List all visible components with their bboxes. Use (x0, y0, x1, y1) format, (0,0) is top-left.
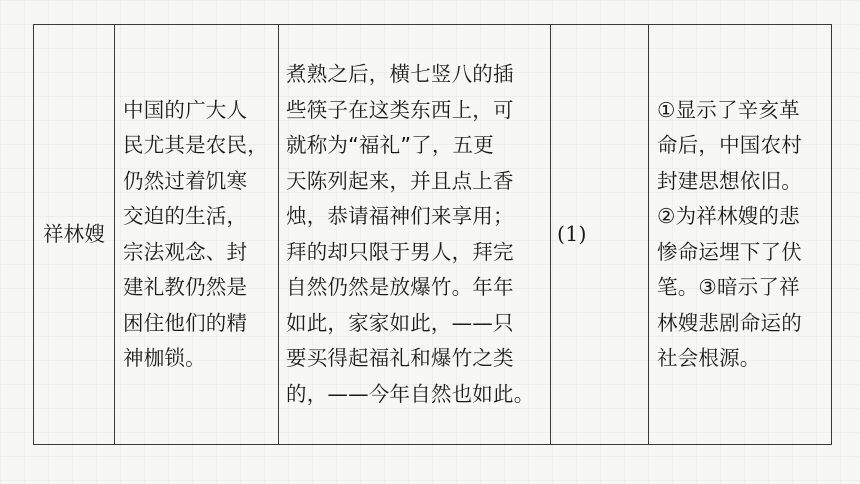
blank-answer-cell (551, 25, 649, 445)
quote-text: 煮熟之后，横七竖八的插 些筷子在这类东西上，可 就称为“福礼”了，五更 天陈列起来，并且点上香 烛，恭请福神们来享用； 拜的却只限于男人，拜完 自然仍然是放爆竹。年年 如此，家家如此，——只 要买得起福礼和爆竹之类 的，——今年自然也如此。 (286, 62, 535, 406)
character-name-cell (34, 25, 115, 445)
social-situation-text: 中国的广大人 民尤其是农民， 仍然过着饥寒 交迫的生活， 宗法观念、封 建礼教仍然是 困住他们的精 神枷锁。 (123, 97, 268, 370)
analysis-table (33, 24, 832, 445)
character-name: 祥林嫂 (42, 221, 106, 246)
effect-text: ①显示了辛亥革 命后，中国农村 封建思想依旧。 ②为祥林嫂的悲 惨命运埋下了伏 笔。③暗示了祥 林嫂悲剧命运的 社会根源。 (657, 97, 802, 370)
social-situation-cell (115, 25, 279, 445)
blank-answer-number: (1) (557, 221, 587, 246)
table-row (34, 25, 832, 445)
quote-cell (279, 25, 551, 445)
effect-cell (649, 25, 832, 445)
